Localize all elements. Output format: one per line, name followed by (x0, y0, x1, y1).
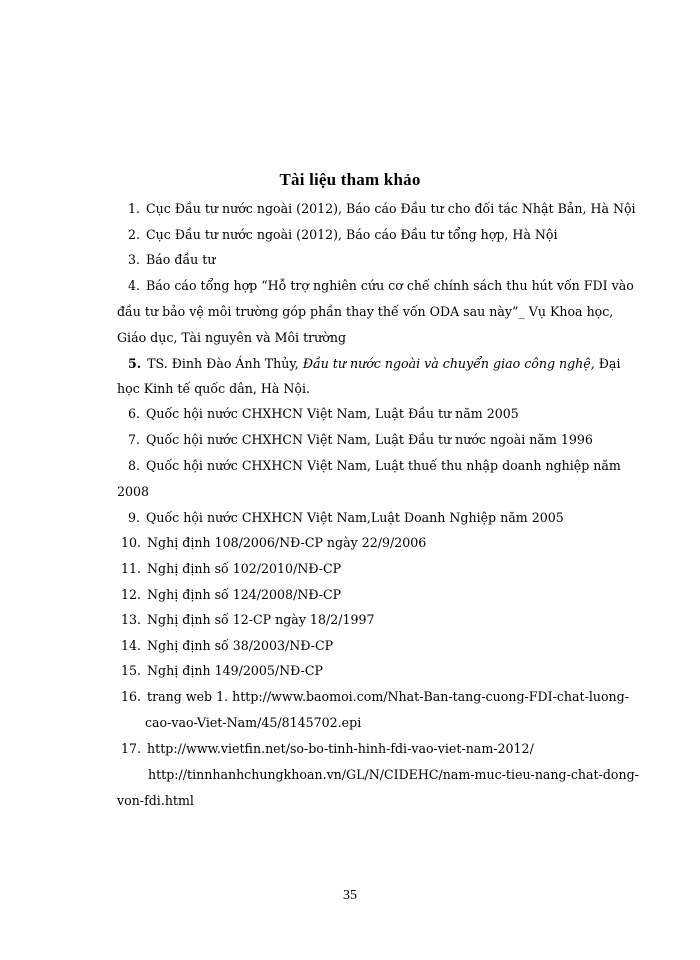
reference-item-5 (128, 356, 620, 372)
reference-text: Quốc hội nước CHXHCN Việt Nam, Luật Đầu tư năm 2005 (146, 406, 519, 421)
reference-number: 17. (121, 741, 142, 756)
reference-url-line-1: http://www.vietfin.net/so-bo-tinh-hinh-fdi-vao-viet-nam-2012/ (147, 741, 534, 756)
reference-text: Nghị định số 38/2003/NĐ-CP (147, 638, 334, 653)
reference-item-2 (128, 227, 558, 243)
reference-text-line-1: Quốc hội nước CHXHCN Việt Nam, Luật thuế thu nhập doanh nghiệp năm (146, 458, 621, 473)
reference-number: 6. (128, 406, 141, 421)
reference-item-17 (121, 741, 534, 757)
reference-item-15 (121, 663, 323, 679)
reference-number: 15. (121, 663, 142, 678)
reference-item-7 (128, 432, 593, 448)
reference-book-title: Đầu tư nước ngoài và chuyển giao công nghệ, (302, 356, 595, 371)
reference-text: Nghị định số 102/2010/NĐ-CP (147, 561, 342, 576)
reference-item-3 (128, 252, 215, 268)
reference-item-4-line-2: đầu tư bảo vệ môi trường góp phần thay thế vốn ODA sau này”_ Vụ Khoa học, (117, 304, 614, 319)
reference-number: 11. (121, 561, 142, 576)
reference-number: 2. (128, 227, 141, 242)
reference-number: 4. (128, 278, 141, 293)
reference-item-16 (121, 689, 629, 705)
reference-text: Nghị định 149/2005/NĐ-CP (147, 663, 323, 678)
reference-text: Nghị định số 124/2008/NĐ-CP (147, 587, 342, 602)
reference-item-10 (121, 535, 426, 551)
reference-item-17-line-2: http://tinnhanhchungkhoan.vn/GL/N/CIDEHC/nam-muc-tieu-nang-chat-dong- (148, 767, 639, 782)
reference-item-17-line-3: von-fdi.html (117, 793, 194, 808)
reference-number: 5. (128, 356, 142, 371)
reference-text-tail: Đại (594, 356, 621, 371)
reference-text-line-1: Báo cáo tổng hợp “Hỗ trợ nghiên cứu cơ chế chính sách thu hút vốn FDI vào (146, 278, 634, 293)
reference-number: 13. (121, 612, 142, 627)
page-number: 35 (343, 888, 357, 903)
reference-text: Báo đầu tư (146, 252, 216, 267)
reference-text: Cục Đầu tư nước ngoài (2012), Báo cáo Đầu tư tổng hợp, Hà Nội (146, 227, 558, 242)
reference-number: 12. (121, 587, 142, 602)
reference-number: 16. (121, 689, 142, 704)
page-title: Tài liệu tham khảo (279, 170, 421, 189)
reference-item-11 (121, 561, 341, 577)
reference-item-4 (128, 278, 634, 294)
reference-number: 7. (128, 432, 141, 447)
reference-item-8-line-2: 2008 (117, 484, 150, 499)
reference-text: Nghị định 108/2006/NĐ-CP ngày 22/9/2006 (147, 535, 427, 550)
reference-text: Quốc hội nước CHXHCN Việt Nam, Luật Đầu tư nước ngoài năm 1996 (146, 432, 593, 447)
reference-url-line-1: trang web 1. http://www.baomoi.com/Nhat-Ban-tang-cuong-FDI-chat-luong- (147, 689, 629, 704)
reference-item-6 (128, 406, 519, 422)
reference-item-5-line-2: học Kinh tế quốc dân, Hà Nội. (117, 381, 310, 396)
reference-number: 3. (128, 252, 141, 267)
reference-item-1 (128, 201, 636, 217)
reference-text: Cục Đầu tư nước ngoài (2012), Báo cáo Đầu tư cho đối tác Nhật Bản, Hà Nội (146, 201, 636, 216)
reference-item-9 (128, 510, 564, 526)
reference-item-13 (121, 612, 375, 628)
reference-item-4-line-3: Giáo dục, Tài nguyên và Môi trường (117, 330, 347, 345)
reference-item-12 (121, 587, 341, 603)
reference-author: TS. Đinh Đào Ánh Thủy, (147, 356, 303, 371)
reference-text: Nghị định số 12-CP ngày 18/2/1997 (147, 612, 375, 627)
reference-number: 8. (128, 458, 141, 473)
reference-number: 14. (121, 638, 142, 653)
reference-number: 10. (121, 535, 142, 550)
reference-number: 9. (128, 510, 141, 525)
reference-text: Quốc hội nước CHXHCN Việt Nam,Luật Doanh Nghiệp năm 2005 (146, 510, 564, 525)
reference-item-8 (128, 458, 621, 474)
reference-number: 1. (128, 201, 141, 216)
reference-item-16-line-2: cao-vao-Viet-Nam/45/8145702.epi (145, 715, 362, 730)
reference-item-14 (121, 638, 333, 654)
